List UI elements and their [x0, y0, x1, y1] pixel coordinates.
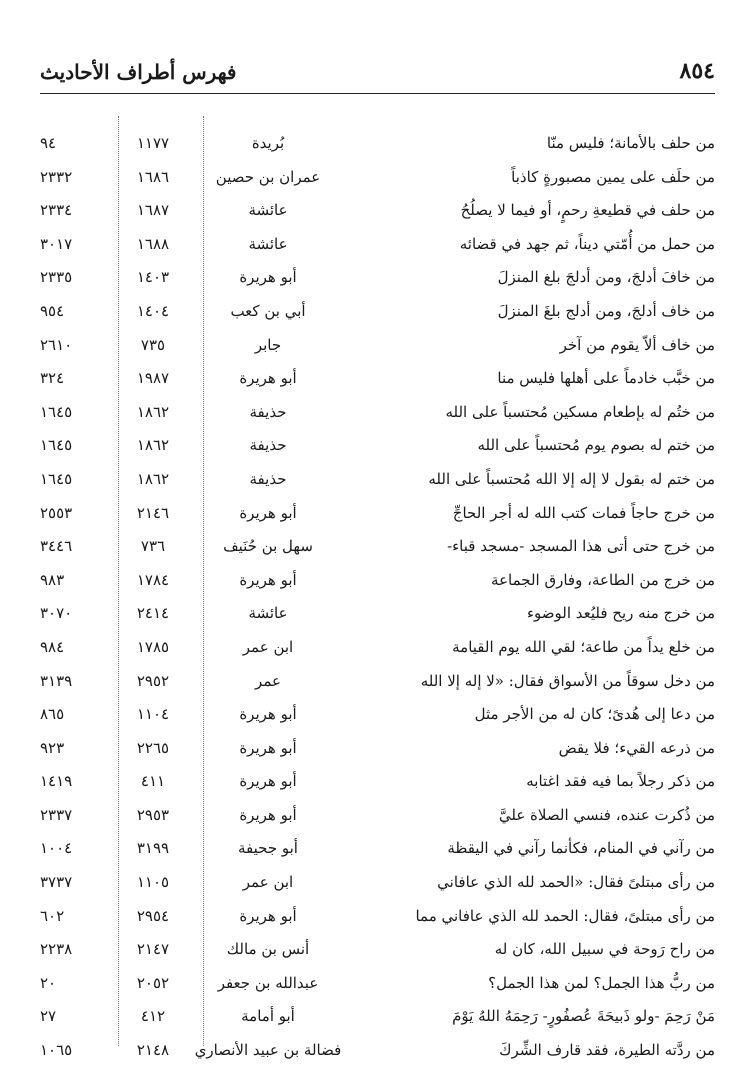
narrator: ابن عمر — [242, 873, 294, 892]
narrator: أنس بن مالك — [226, 940, 310, 959]
page-number: ٨٥٤ — [679, 58, 715, 84]
index-row — [40, 497, 715, 531]
reference-number: ٢٢٣٨ — [40, 940, 73, 959]
reference-number: ٣١٣٩ — [40, 671, 73, 690]
index-row — [40, 161, 715, 195]
hadith-text: من ختم له بقول لا إله إلا الله مُحتسباً على الله — [428, 469, 715, 488]
reference-number: ٩٢٣ — [40, 738, 65, 757]
reference-number: ٢٣٣٢ — [40, 167, 73, 186]
page-title: فهرس أطراف الأحاديث — [40, 60, 237, 84]
page-header — [40, 58, 715, 90]
hadith-number: ٣١٩٩ — [136, 839, 170, 858]
hadith-text: من حمل من أُمّتي ديناً، ثم جهد في قضائه — [459, 234, 715, 253]
index-row — [40, 261, 715, 295]
narrator: عائشة — [248, 234, 288, 253]
hadith-text: من خلع يداً من طاعة؛ لقي الله يوم القيامة — [452, 637, 715, 656]
hadith-number: ١٨٦٢ — [136, 469, 170, 488]
reference-number: ٢٣٣٥ — [40, 268, 73, 287]
hadith-text: من دعا إلى هُدىً؛ كان له من الأجر مثل — [474, 705, 715, 724]
narrator: أبو هريرة — [239, 906, 297, 925]
narrator: أبو هريرة — [239, 738, 297, 757]
hadith-number: ١٦٨٦ — [136, 167, 170, 186]
reference-number: ٣٠١٧ — [40, 234, 73, 253]
narrator: ابن عمر — [242, 637, 294, 656]
index-row — [40, 1000, 715, 1034]
hadith-text: مَنْ رَحِمَ -ولو ذَبيحَةَ عُصفُورٍ- رَحِمَهُ اللهُ يَوْمَ — [452, 1007, 715, 1026]
hadith-text: من ردَّته الطيرة، فقد قارف الشِّركَ — [499, 1041, 715, 1060]
hadith-number: ١٩٨٧ — [136, 369, 170, 388]
hadith-number: ١٧٨٥ — [136, 637, 170, 656]
narrator: عائشة — [248, 604, 288, 623]
hadith-number: ٢٩٥٤ — [136, 906, 170, 925]
reference-number: ١٠٠٤ — [40, 839, 73, 858]
hadith-text: من حلف بالأمانة؛ فليس منّا — [546, 134, 715, 152]
hadith-number: ٢٩٥٢ — [136, 671, 170, 690]
hadith-text: من ذرعه القيء؛ فلا يقض — [558, 738, 715, 757]
narrator: أبو هريرة — [239, 268, 297, 287]
index-row — [40, 832, 715, 866]
hadith-number: ٤١١ — [140, 772, 166, 791]
narrator: أبو هريرة — [239, 369, 297, 388]
hadith-number: ١٤٠٣ — [136, 268, 170, 287]
hadith-text: من ذكر رجلاً بما فيه فقد اغتابه — [526, 772, 715, 791]
index-row — [40, 732, 715, 766]
hadith-number: ٧٣٥ — [140, 335, 166, 354]
reference-number: ١٦٤٥ — [40, 436, 73, 455]
hadith-number: ٢١٤٦ — [136, 503, 170, 522]
hadith-text: من دخل سوقاً من الأسواق فقال: «لا إله إلا الله — [420, 671, 715, 690]
reference-number: ٣٠٧٠ — [40, 604, 73, 623]
hadith-number: ١٦٨٧ — [136, 201, 170, 220]
index-row — [40, 866, 715, 900]
reference-number: ١٦٤٥ — [40, 469, 73, 488]
hadith-number: ١١٧٧ — [136, 134, 170, 152]
narrator: عبدالله بن جعفر — [217, 973, 319, 992]
hadith-text: من خرج حاجاً فمات كتب الله له أجر الحاجِّ — [452, 503, 715, 522]
index-row — [40, 127, 715, 161]
hadith-number: ٧٣٦ — [140, 537, 166, 556]
reference-number: ٨٦٥ — [40, 705, 65, 724]
hadith-number: ١٤٠٤ — [136, 301, 170, 320]
narrator: أبو جحيفة — [238, 839, 298, 858]
reference-number: ٢٥٥٣ — [40, 503, 73, 522]
reference-number: ٢٠ — [40, 973, 57, 992]
reference-number: ١٦٤٥ — [40, 402, 73, 421]
narrator: أبو هريرة — [239, 503, 297, 522]
hadith-number: ٢٩٥٣ — [136, 805, 170, 824]
index-row — [40, 295, 715, 329]
index-row — [40, 564, 715, 598]
hadith-text: من خاف ألاّ يقوم من آخر — [559, 335, 715, 354]
hadith-number: ٢١٤٧ — [136, 940, 170, 959]
index-row — [40, 967, 715, 1001]
hadith-number: ١٨٦٢ — [136, 402, 170, 421]
reference-number: ٢٣٣٧ — [40, 805, 73, 824]
index-row — [40, 396, 715, 430]
narrator: عمر — [255, 671, 281, 690]
reference-number: ١٤١٩ — [40, 772, 73, 791]
narrator: حذيفة — [249, 402, 287, 421]
hadith-text: من ختُم له بإطعام مسكين مُحتسباً على الله — [445, 402, 715, 421]
hadith-number: ١١٠٥ — [136, 873, 170, 892]
index-row — [40, 799, 715, 833]
reference-number: ٢٦١٠ — [40, 335, 73, 354]
hadith-number: ٢٤١٤ — [136, 604, 170, 623]
hadith-text: من خرج حتى أتى هذا المسجد -مسجد قباء- — [447, 537, 715, 556]
index-row — [40, 228, 715, 262]
hadith-number: ١٦٨٨ — [136, 234, 170, 253]
hadith-text: من ختم له بصوم يوم مُحتسباً على الله — [477, 436, 715, 455]
hadith-text: من ذُكرت عنده، فنسي الصلاة عليَّ — [498, 805, 715, 824]
reference-number: ٦٠٢ — [40, 906, 65, 925]
index-row — [40, 329, 715, 363]
hadith-number: ١٨٦٢ — [136, 436, 170, 455]
hadith-text: من خاف أدلجَ، ومن أدلج بلغَ المنزلَ — [497, 301, 715, 320]
hadith-number: ٢٠٥٢ — [136, 973, 170, 992]
hadith-text: من خبَّب خادماً على أهلها فليس منا — [497, 369, 715, 388]
reference-number: ٩٥٤ — [40, 301, 65, 320]
hadith-text: من خرج منه ريح فليُعد الوضوء — [526, 604, 715, 623]
narrator: حذيفة — [249, 436, 287, 455]
hadith-number: ٢١٤٨ — [136, 1041, 170, 1060]
hadith-text: من حلف في قطيعةِ رحمٍ، أو فيما لا يصلُحُ — [460, 201, 715, 220]
reference-number: ٣٧٣٧ — [40, 873, 73, 892]
hadith-text: من رآني في المنام، فكأنما رآني في اليقظة — [447, 839, 715, 858]
narrator: عمران بن حصين — [215, 167, 321, 186]
narrator: جابر — [254, 335, 282, 354]
reference-number: ٢٧ — [40, 1007, 57, 1026]
index-row — [40, 597, 715, 631]
hadith-text: من رأى مبتلىً فقال: «الحمد لله الذي عافاني — [437, 873, 715, 892]
narrator: أبو هريرة — [239, 705, 297, 724]
hadith-number: ١٧٨٤ — [136, 570, 170, 589]
index-row — [40, 900, 715, 934]
reference-number: ٩٨٤ — [40, 637, 65, 656]
hadith-text: من خافَ أدلجَ، ومن أدلجَ بلغ المنزلَ — [497, 268, 715, 287]
narrator: حذيفة — [249, 469, 287, 488]
index-row — [40, 665, 715, 699]
narrator: أبو هريرة — [239, 772, 297, 791]
reference-number: ٢٣٣٤ — [40, 201, 73, 220]
index-row — [40, 698, 715, 732]
reference-number: ٩٨٣ — [40, 570, 65, 589]
narrator: أبو هريرة — [239, 570, 297, 589]
narrator: أبي بن كعب — [230, 301, 306, 320]
hadith-text: من حلَف على يمين مصبورةٍ كاذباً — [511, 167, 715, 186]
index-row — [40, 463, 715, 497]
narrator: سهل بن حُنَيف — [223, 537, 313, 556]
hadith-text: من راح رَوحة في سبيل الله، كان له — [494, 940, 715, 959]
narrator: فضالة بن عبيد الأنصاري — [194, 1041, 342, 1060]
reference-number: ٣٤٤٦ — [40, 537, 73, 556]
index-row — [40, 765, 715, 799]
header-divider — [40, 93, 715, 94]
hadith-number: ١١٠٤ — [136, 705, 170, 724]
index-row — [40, 429, 715, 463]
hadith-number: ٤١٢ — [140, 1007, 166, 1026]
hadith-number: ٢٢٦٥ — [136, 738, 170, 757]
narrator: عائشة — [248, 201, 288, 220]
index-row — [40, 194, 715, 228]
narrator: بُريدة — [251, 134, 285, 152]
reference-number: ٣٢٤ — [40, 369, 65, 388]
reference-number: ١٠٦٥ — [40, 1041, 73, 1060]
hadith-text: من خرج من الطاعة، وفارق الجماعة — [491, 570, 715, 589]
index-row — [40, 1034, 715, 1068]
hadith-text: من ربُّ هذا الجمل؟ لمن هذا الجمل؟ — [488, 973, 715, 992]
index-row — [40, 362, 715, 396]
index-row — [40, 631, 715, 665]
narrator: أبو أمامة — [241, 1007, 295, 1026]
reference-number: ٩٤ — [40, 134, 57, 152]
narrator: أبو هريرة — [239, 805, 297, 824]
hadith-index-list — [40, 127, 715, 1068]
index-row — [40, 530, 715, 564]
hadith-text: من رأى مبتلىً، فقال: الحمد لله الذي عافاني مما — [415, 906, 715, 925]
index-row — [40, 933, 715, 967]
